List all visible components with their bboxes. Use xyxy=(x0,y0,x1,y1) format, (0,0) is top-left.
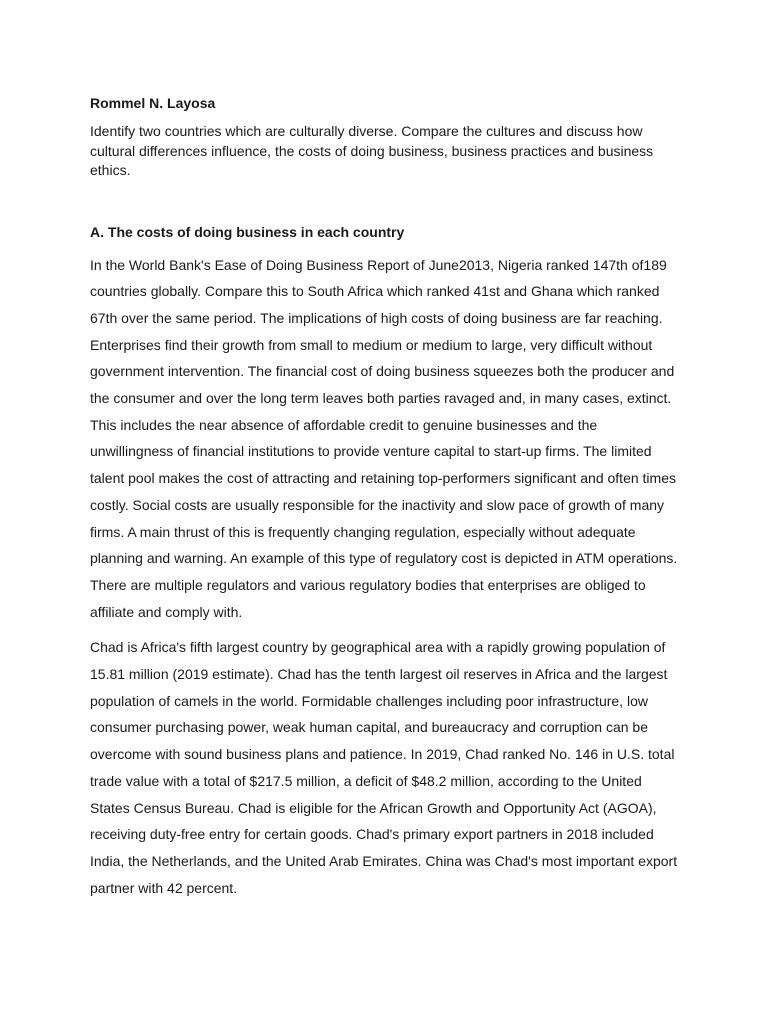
paragraph-chad: Chad is Africa's fifth largest country by geographical area with a rapidly growing population of 15.81 million (2019 estimate). Chad has the tenth largest oil reserves in Africa and the largest population of camels in the world. Formidable challenges including poor infrastructure, low consumer purchasing power, weak human capital, and bureaucracy and corruption can be overcome with sound business plans and patience. In 2019, Chad ranked No. 146 in U.S. total trade value with a total of $217.5 million, a deficit of $48.2 million, according to the United States Census Bureau. Chad is eligible for the African Growth and Opportunity Act (AGOA), receiving duty-free entry for certain goods. Chad's primary export partners in 2018 included India, the Netherlands, and the United Arab Emirates. China was Chad's most important export partner with 42 percent. xyxy=(90,639,678,896)
document-page xyxy=(90,93,680,910)
author-name: Rommel N. Layosa xyxy=(90,95,216,111)
section-a-heading: A. The costs of doing business in each country xyxy=(90,223,405,240)
assignment-prompt: Identify two countries which are culturally diverse. Compare the cultures and discuss how cultural differences influence, the costs of doing business, business practices and business ethics. xyxy=(90,123,654,178)
paragraph-costs-nigeria: In the World Bank's Ease of Doing Business Report of June2013, Nigeria ranked 147th of189 countries globally. Compare this to South Africa which ranked 41st and Ghana which ranked 67th over the same period. The implications of high costs of doing business are far reaching. Enterprises find their growth from small to medium or medium to large, very difficult without government intervention. The financial cost of doing business squeezes both the producer and the consumer and over the long term leaves both parties ravaged and, in many cases, extinct. This includes the near absence of affordable credit to genuine businesses and the unwillingness of financial institutions to provide venture capital to start-up firms. The limited talent pool makes the cost of attracting and retaining top-performers significant and often times costly. Social costs are usually responsible for the inactivity and slow pace of growth of many firms. A main thrust of this is frequently changing regulation, especially without adequate planning and warning. An example of this type of regulatory cost is depicted in ATM operations. There are multiple regulators and various regulatory bodies that enterprises are obliged to affiliate and comply with. xyxy=(90,256,678,620)
